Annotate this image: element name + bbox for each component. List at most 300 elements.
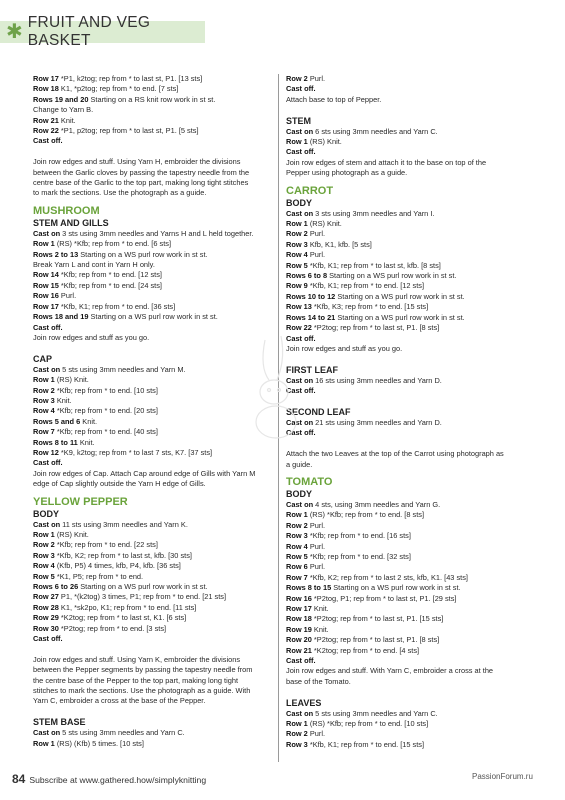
pattern-line	[286, 84, 532, 94]
pattern-line	[286, 583, 532, 593]
spacer	[33, 490, 269, 495]
instruction-text: (RS) *Kfb; rep from * to end. [8 sts]	[307, 510, 425, 520]
instruction-text: *Kfb; rep from * to end. [10 sts]	[54, 385, 158, 395]
instruction-label: Row 1	[33, 738, 55, 748]
pattern-line	[286, 709, 532, 719]
instruction-label: Cast off.	[286, 428, 316, 438]
pattern-line	[33, 739, 269, 749]
pattern-line	[33, 157, 269, 167]
pattern-line	[286, 562, 532, 572]
instruction-label: Cast off.	[286, 84, 316, 94]
instruction-text: Knit.	[311, 624, 329, 634]
instruction-text: the centre base of the Pepper to the top part, making long tight	[33, 675, 239, 685]
instruction-label: Row 22	[33, 126, 59, 136]
instruction-text: Attach base to top of Pepper.	[286, 94, 382, 104]
instruction-label: Row 18	[286, 614, 312, 624]
spacer	[33, 147, 269, 157]
instruction-text: *Kfb; rep from * to end. [40 sts]	[54, 427, 158, 437]
pattern-line	[33, 126, 269, 136]
instruction-text: Purl.	[307, 250, 326, 260]
pattern-line	[33, 270, 269, 280]
spacer	[286, 470, 532, 475]
instruction-text: Pepper using photograph as a guide.	[286, 168, 408, 178]
instruction-text: *Kfb; rep from * to end. [24 sts]	[58, 280, 162, 290]
instruction-text: *K1, P5; rep from * to end.	[54, 571, 144, 581]
page-footer	[12, 772, 533, 786]
page-number: 84	[12, 772, 26, 786]
pattern-line	[33, 281, 269, 291]
instruction-text: centre base of the Garlic to the top part, making long tight stitches	[33, 178, 249, 188]
pattern-line	[33, 386, 269, 396]
subsection-heading: LEAVES	[286, 697, 322, 708]
pattern-line	[33, 375, 269, 385]
instruction-label: Cast on	[33, 728, 61, 738]
instruction-label: Cast on	[33, 228, 61, 238]
section-heading: CARROT	[286, 184, 334, 197]
instruction-text: Purl.	[307, 541, 326, 551]
pattern-line	[33, 582, 269, 592]
instruction-text: *P2tog, P1; rep from * to last st, P1. [29 sts]	[311, 593, 457, 603]
instruction-label: Row 4	[33, 561, 55, 571]
left-column	[33, 74, 269, 749]
instruction-label: Row 3	[33, 395, 55, 405]
instruction-label: Cast off.	[286, 333, 316, 343]
instruction-text: Join row edges and stuff as you go.	[33, 332, 150, 342]
instruction-text: Purl.	[58, 291, 77, 301]
instruction-text: Kfb, K1, kfb. [5 sts]	[307, 239, 372, 249]
section-heading: TOMATO	[286, 475, 333, 488]
instruction-label: Cast off.	[33, 322, 63, 332]
pattern-line	[286, 666, 532, 676]
instruction-label: Row 3	[286, 239, 308, 249]
instruction-text: *P1, k2tog; rep from * to last st, P1. [13 sts]	[58, 74, 203, 83]
instruction-label: Row 5	[33, 571, 55, 581]
instruction-text: *P2tog; rep from * to last st, P1. [15 sts]	[311, 614, 444, 624]
pattern-line	[286, 261, 532, 271]
instruction-text: *Kfb; rep from * to end. [12 sts]	[58, 270, 162, 280]
instruction-label: Row 9	[286, 281, 308, 291]
instruction-label: Row 16	[33, 291, 59, 301]
instruction-text: 5 sts using 3mm needles and Yarn C.	[313, 708, 438, 718]
instruction-text: *Kfb, K1; rep from * to end. [36 sts]	[58, 301, 176, 311]
pattern-line	[286, 158, 532, 168]
instruction-label: Row 17	[286, 604, 312, 613]
instruction-label: Row 4	[286, 541, 308, 551]
pattern-line	[286, 302, 532, 312]
pattern-line	[286, 594, 532, 604]
instruction-label: Row 5	[286, 551, 308, 561]
pattern-line	[33, 634, 269, 644]
instruction-label: Row 7	[33, 427, 55, 437]
instruction-text: edge of Cap slightly outside the Yarn H edge of Gills.	[33, 479, 206, 489]
instruction-label: Row 1	[33, 239, 55, 249]
pattern-line	[33, 427, 269, 437]
instruction-text: Knit.	[311, 604, 329, 613]
pattern-line	[33, 655, 269, 665]
instruction-text: Starting on a RS knit row work in st st.	[88, 94, 216, 104]
instruction-text: 11 sts using 3mm needles and Yarn K.	[60, 519, 188, 529]
spacer	[286, 687, 532, 697]
pattern-line	[33, 116, 269, 126]
spacer	[33, 707, 269, 717]
instruction-label: Cast off.	[33, 458, 63, 468]
instruction-text: *Kfb, K3; rep from * to end. [15 sts]	[311, 302, 429, 312]
instruction-text: between the Pepper segments by passing the tapestry needle from	[33, 665, 253, 675]
instruction-text: Attach the two Leaves at the top of the Carrot using photograph as	[286, 449, 504, 459]
pattern-line	[286, 376, 532, 386]
pattern-line	[33, 479, 269, 489]
instruction-label: Row 1	[286, 137, 308, 147]
pattern-line	[33, 540, 269, 550]
pattern-line	[33, 74, 269, 84]
pattern-line	[286, 740, 532, 750]
pattern-line	[286, 625, 532, 635]
instruction-label: Row 2	[286, 74, 308, 83]
pattern-line	[33, 333, 269, 343]
pattern-line	[33, 551, 269, 561]
pattern-line	[33, 291, 269, 301]
subsection-heading: BODY	[33, 508, 60, 519]
instruction-label: Cast off.	[286, 656, 316, 666]
pattern-line	[33, 458, 269, 468]
pattern-line	[286, 240, 532, 250]
pattern-line	[33, 676, 269, 686]
instruction-text: (RS) *Kfb; rep from * to end. [6 sts]	[54, 239, 172, 249]
instruction-text: (RS) Knit.	[54, 375, 89, 385]
instruction-text: Join row edges of Cap. Attach Cap around edge of Gills with Yarn M	[33, 468, 256, 478]
pattern-line	[33, 95, 269, 105]
instruction-label: Row 3	[286, 739, 308, 749]
pattern-line	[286, 334, 532, 344]
instruction-text: Change to Yarn B.	[33, 105, 94, 115]
instruction-label: Row 20	[286, 635, 312, 645]
subsection-heading: STEM	[286, 115, 312, 126]
instruction-label: Rows 8 to 15	[286, 583, 332, 593]
pattern-line	[286, 147, 532, 157]
pattern-line	[286, 386, 532, 396]
pattern-line	[33, 188, 269, 198]
pattern-line	[286, 500, 532, 510]
instruction-text: Starting on a WS purl row work in st st.	[88, 312, 218, 322]
instruction-text: *Kfb, K1; rep from * to end. [12 sts]	[307, 281, 425, 291]
instruction-label: Row 4	[33, 406, 55, 416]
instruction-text: (RS) *Kfb; rep from * to end. [10 sts]	[307, 719, 429, 729]
instruction-text: *Kfb, K1; rep from * to end. [15 sts]	[307, 739, 425, 749]
pattern-line	[33, 686, 269, 696]
instruction-label: Row 17	[33, 301, 59, 311]
instruction-label: Cast off.	[286, 147, 316, 157]
instruction-text: Join row edges and stuff as you go.	[286, 343, 403, 353]
subsection-heading: BODY	[286, 197, 313, 208]
instruction-label: Row 21	[33, 115, 59, 125]
pattern-line	[286, 250, 532, 260]
pattern-line	[286, 604, 532, 614]
pattern-line	[286, 95, 532, 105]
pattern-line	[286, 74, 532, 84]
pattern-line	[33, 613, 269, 623]
pattern-line	[33, 469, 269, 479]
pattern-line	[33, 592, 269, 602]
instruction-label: Cast on	[286, 417, 314, 427]
instruction-label: Rows 6 to 26	[33, 582, 79, 592]
subsection-heading: FIRST LEAF	[286, 364, 338, 375]
page-title: FRUIT AND VEG BASKET	[27, 14, 151, 49]
instruction-text: Starting on a WS purl row work in st st.	[331, 583, 461, 593]
instruction-text: stitches to mark the sections. Use the photograph as a guide. With	[33, 686, 251, 696]
instruction-label: Row 14	[33, 270, 59, 280]
instruction-text: Starting on a WS purl row work in st st.	[335, 312, 465, 322]
instruction-label: Row 1	[286, 510, 308, 520]
instruction-text: Knit.	[80, 416, 98, 426]
subsection-heading: BODY	[286, 488, 313, 499]
pattern-line	[33, 239, 269, 249]
instruction-label: Row 1	[286, 719, 308, 729]
pattern-line	[33, 312, 269, 322]
watermark: PassionForum.ru	[472, 772, 533, 781]
instruction-label: Row 18	[33, 84, 59, 94]
instruction-label: Cast on	[286, 126, 314, 136]
pattern-line	[286, 510, 532, 520]
pattern-line	[33, 728, 269, 738]
spacer	[286, 439, 532, 449]
instruction-label: Cast off.	[286, 386, 316, 396]
instruction-label: Row 19	[286, 624, 312, 634]
instruction-text: 4 sts, using 3mm needles and Yarn G.	[313, 499, 441, 509]
instruction-label: Row 4	[286, 250, 308, 260]
instruction-text: 5 sts using 3mm needles and Yarn C.	[60, 728, 185, 738]
pattern-line	[33, 603, 269, 613]
instruction-text: K1, *p2tog; rep from * to end. [7 sts]	[58, 84, 179, 94]
instruction-label: Row 1	[33, 530, 55, 539]
instruction-label: Row 16	[286, 593, 312, 603]
instruction-label: Row 12	[33, 447, 59, 457]
instruction-text: Join row edges and stuff. Using Yarn K, embroider the divisions	[33, 654, 241, 664]
instruction-label: Row 30	[33, 623, 59, 633]
instruction-text: P1, *(k2tog) 3 times, P1; rep from * to end. [21 sts]	[58, 592, 227, 602]
instruction-text: Yarn C, embroider a cross at the base of the Pepper.	[33, 696, 206, 706]
pattern-line	[286, 656, 532, 666]
instruction-text: (RS) Knit.	[307, 219, 342, 229]
instruction-label: Cast on	[286, 708, 314, 718]
instruction-label: Row 6	[286, 562, 308, 572]
instruction-label: Cast on	[286, 499, 314, 509]
pattern-line	[286, 677, 532, 687]
instruction-text: Knit.	[58, 115, 76, 125]
spacer	[286, 354, 532, 364]
pattern-line	[33, 250, 269, 260]
instruction-text: to mark the sections. Use the photograph as a guide.	[33, 188, 207, 198]
instruction-text: Join row edges and stuff. Using Yarn H, embroider the divisions	[33, 157, 241, 167]
instruction-label: Rows 2 to 13	[33, 249, 79, 259]
instruction-text: *Kfb; rep from * to end. [22 sts]	[54, 540, 158, 550]
instruction-label: Cast on	[33, 519, 61, 529]
instruction-label: Row 1	[33, 375, 55, 385]
pattern-line	[286, 573, 532, 583]
instruction-text: Purl.	[307, 729, 326, 739]
instruction-text: *Kfb, K2; rep from * to last 2 sts, kfb, K1. [43 sts]	[307, 572, 468, 582]
instruction-text: Knit.	[77, 437, 95, 447]
instruction-text: 3 sts using 3mm needles and Yarn I.	[313, 208, 435, 218]
instruction-label: Row 3	[33, 550, 55, 560]
spacer	[33, 343, 269, 353]
instruction-text: between the Garlic cloves by passing the tapestry needle from the	[33, 167, 250, 177]
instruction-text: *Kfb, K2; rep from * to last st, kfb. [30 sts]	[54, 550, 192, 560]
instruction-label: Rows 8 to 11	[33, 437, 78, 447]
pattern-line	[286, 646, 532, 656]
pattern-line	[286, 449, 532, 459]
instruction-label: Row 28	[33, 602, 59, 612]
instruction-text: 3 sts using 3mm needles and Yarns H and L held together.	[60, 228, 254, 238]
pattern-line	[33, 448, 269, 458]
pattern-line	[33, 365, 269, 375]
subsection-heading: CAP	[33, 353, 53, 364]
pattern-line	[286, 209, 532, 219]
instruction-text: Purl.	[307, 520, 326, 530]
instruction-label: Row 2	[286, 729, 308, 739]
asterisk-icon: ✱	[6, 21, 23, 43]
pattern-line	[286, 418, 532, 428]
pattern-line	[33, 696, 269, 706]
instruction-text: (RS) Knit.	[54, 530, 89, 539]
subsection-heading: SECOND LEAF	[286, 406, 351, 417]
pattern-line	[286, 229, 532, 239]
instruction-label: Row 7	[286, 572, 308, 582]
instruction-text: Starting on a WS purl row work in st st.	[327, 271, 457, 281]
pattern-line	[286, 127, 532, 137]
pattern-line	[33, 561, 269, 571]
instruction-label: Rows 19 and 20	[33, 94, 89, 104]
pattern-line	[33, 84, 269, 94]
pattern-line	[286, 719, 532, 729]
spacer	[286, 179, 532, 184]
instruction-text: *K2tog; rep from * to last st, K1. [6 sts]	[58, 613, 187, 623]
instruction-label: Cast on	[286, 375, 314, 385]
spacer	[286, 397, 532, 407]
pattern-line	[286, 281, 532, 291]
instruction-label: Rows 18 and 19	[33, 312, 89, 322]
instruction-label: Rows 10 to 12	[286, 291, 336, 301]
pattern-line	[33, 417, 269, 427]
pattern-line	[286, 552, 532, 562]
instruction-text: Purl.	[307, 229, 326, 239]
instruction-label: Row 27	[33, 592, 59, 602]
instruction-text: K1, *sk2po, K1; rep from * to end. [11 sts]	[58, 602, 197, 612]
pattern-line	[286, 531, 532, 541]
instruction-label: Row 13	[286, 302, 312, 312]
pattern-line	[33, 260, 269, 270]
pattern-line	[33, 520, 269, 530]
instruction-text: Purl.	[307, 74, 326, 83]
instruction-text: *P2tog; rep from * to last st, P1. [8 sts]	[311, 635, 440, 645]
instruction-text: a guide.	[286, 459, 313, 469]
instruction-label: Rows 5 and 6	[33, 416, 81, 426]
instruction-text: *Kfb, K1; rep from * to last st, kfb. [8 sts]	[307, 260, 441, 270]
instruction-text: 5 sts using 3mm needles and Yarn M.	[60, 364, 186, 374]
section-heading: MUSHROOM	[33, 204, 100, 217]
instruction-label: Row 3	[286, 531, 308, 541]
pattern-line	[286, 344, 532, 354]
pattern-line	[33, 168, 269, 178]
faint-rabbit-illustration	[247, 330, 307, 440]
instruction-text: Starting on a WS purl row work in st st.	[78, 249, 208, 259]
instruction-label: Cast on	[286, 208, 314, 218]
instruction-label: Rows 6 to 8	[286, 271, 328, 281]
pattern-line	[33, 302, 269, 312]
pattern-line	[286, 460, 532, 470]
pattern-line	[33, 396, 269, 406]
instruction-text: *K2tog; rep from * to end. [4 sts]	[311, 645, 420, 655]
instruction-label: Row 2	[286, 229, 308, 239]
pattern-line	[33, 406, 269, 416]
pattern-line	[286, 323, 532, 333]
instruction-label: Row 2	[286, 520, 308, 530]
right-column	[286, 74, 532, 750]
instruction-text: *P2tog; rep from * to end. [3 sts]	[58, 623, 167, 633]
pattern-line	[286, 168, 532, 178]
subscribe-text: Subscribe at www.gathered.how/simplyknitting	[29, 775, 207, 785]
instruction-text: (RS) (Kfb) 5 times. [10 sts]	[54, 738, 144, 748]
pattern-line	[286, 542, 532, 552]
instruction-text: Knit.	[54, 395, 72, 405]
pattern-line	[286, 137, 532, 147]
spacer	[33, 199, 269, 204]
subsection-heading: STEM BASE	[33, 717, 86, 728]
pattern-line	[286, 635, 532, 645]
pattern-line	[286, 219, 532, 229]
instruction-text: Starting on a WS purl row work in st st.	[335, 291, 465, 301]
instruction-text: Join row edges of stem and attach it to the base on top of the	[286, 157, 487, 167]
instruction-label: Row 17	[33, 74, 59, 83]
pattern-line	[33, 572, 269, 582]
pattern-line	[286, 428, 532, 438]
pattern-line	[286, 292, 532, 302]
pattern-line	[286, 313, 532, 323]
instruction-text: *Kfb; rep from * to end. [20 sts]	[54, 406, 158, 416]
instruction-text: (RS) Knit.	[307, 137, 342, 147]
instruction-text: 21 sts using 3mm needles and Yarn D.	[313, 417, 442, 427]
instruction-text: 16 sts using 3mm needles and Yarn D.	[313, 375, 442, 385]
section-heading: YELLOW PEPPER	[33, 495, 128, 508]
pattern-line	[33, 229, 269, 239]
pattern-line	[33, 438, 269, 448]
pattern-line	[33, 530, 269, 540]
instruction-text: (Kfb, P5) 4 times, kfb, P4, kfb. [36 sts]	[54, 561, 181, 571]
subsection-heading: STEM AND GILLS	[33, 217, 109, 228]
pattern-line	[33, 136, 269, 146]
pattern-line	[286, 521, 532, 531]
pattern-line	[33, 105, 269, 115]
instruction-label: Row 5	[286, 260, 308, 270]
instruction-label: Row 2	[33, 385, 55, 395]
instruction-text: *K9, k2tog; rep from * to last 7 sts, K7. [37 sts]	[58, 447, 213, 457]
instruction-label: Row 2	[33, 540, 55, 550]
instruction-text: *Kfb; rep from * to end. [16 sts]	[307, 531, 411, 541]
instruction-text: *P1, p2tog; rep from * to last st, P1. [5 sts]	[58, 126, 199, 136]
instruction-label: Cast on	[33, 364, 61, 374]
pattern-line	[33, 323, 269, 333]
instruction-label: Row 21	[286, 645, 312, 655]
instruction-text: *Kfb; rep from * to end. [32 sts]	[307, 551, 411, 561]
instruction-label: Row 15	[33, 280, 59, 290]
instruction-text: Purl.	[307, 562, 326, 572]
spacer	[286, 105, 532, 115]
instruction-text: Break Yarn L and cont in Yarn H only.	[33, 260, 155, 270]
instruction-text: base of the Tomato.	[286, 676, 351, 686]
instruction-text: Join row edges and stuff. With Yarn C, embroider a cross at the	[286, 666, 494, 676]
instruction-label: Row 29	[33, 613, 59, 623]
pattern-line	[33, 178, 269, 188]
instruction-text: Starting on a WS purl row work in st st.	[78, 582, 208, 592]
